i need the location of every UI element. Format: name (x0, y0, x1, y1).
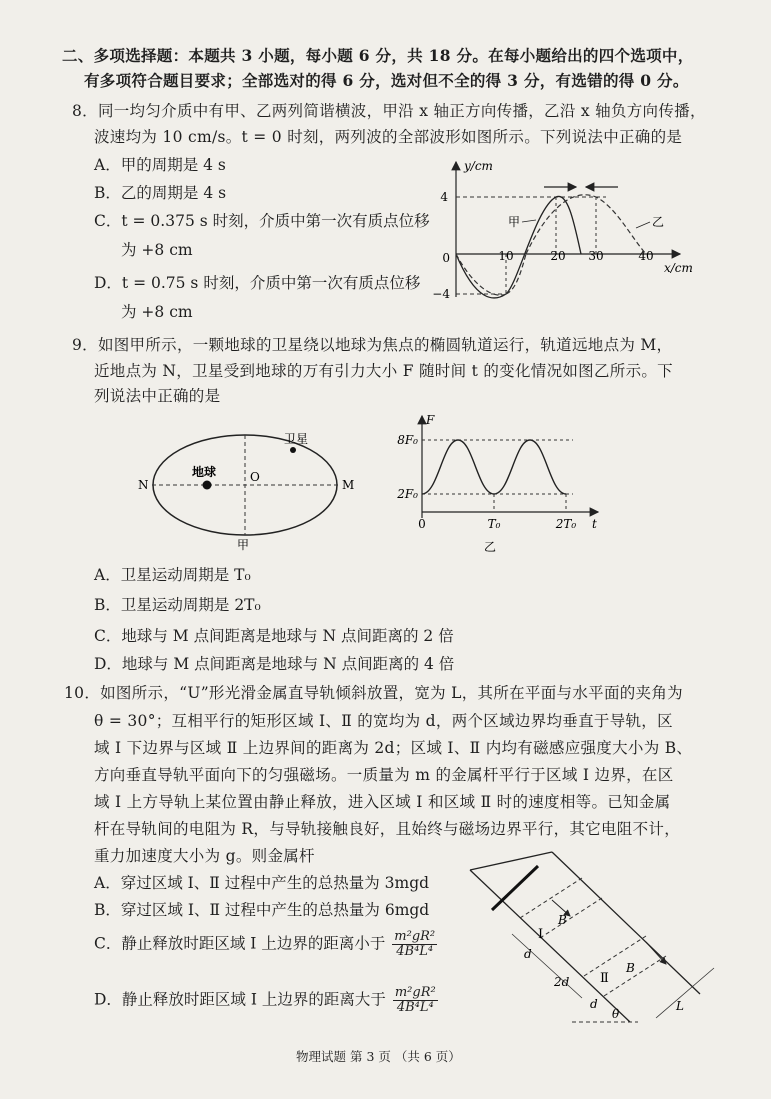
q8-wave-figure (432, 152, 696, 312)
q10-rail-figure (462, 848, 722, 1030)
earth-dot (203, 481, 212, 490)
q10-option-d (94, 986, 438, 1015)
x-tick-10: 10 (498, 249, 514, 263)
d-label-2: d (590, 997, 598, 1011)
q10-stem-line6: 杆在导轨间的电阻为 R，与导轨接触良好，且始终与磁场边界平行，其它电阻不计， (94, 820, 680, 838)
q9-force-graph (388, 408, 603, 558)
q8-option-b: B．乙的周期是 4 s (94, 184, 227, 202)
q10-option-d-fraction (393, 986, 438, 1015)
q8-stem-line2: 波速均为 10 cm/s。t = 0 时刻，两列波的全部波形如图所示。下列说法中正确的是 (94, 128, 683, 146)
q9-orbit-figure (130, 425, 360, 550)
y-top-label: 8F₀ (397, 433, 418, 447)
q10-stem-line3: 域 Ⅰ 下边界与区域 Ⅱ 上边界间的距离为 2d；区域 Ⅰ、Ⅱ 内均有磁感应强度大小为 B、 (94, 739, 693, 757)
q9-stem-line3: 列说法中正确的是 (94, 387, 221, 405)
t0-label: T₀ (487, 517, 501, 531)
2d-label: 2d (554, 975, 570, 989)
q9-stem-line1: 9．如图甲所示，一颗地球的卫星绕以地球为焦点的椭圆轨道运行，轨道远地点为 M， (72, 336, 673, 354)
fig-b-caption: 乙 (484, 540, 497, 554)
point-n-label: N (138, 478, 149, 492)
q8-option-d-cont: 为 +8 cm (121, 303, 193, 321)
page-footer: 物理试题 第 3 页 （共 6 页） (296, 1049, 461, 1064)
q9-option-b: B．卫星运动周期是 2T₀ (94, 596, 261, 614)
q8-option-c: C．t = 0.375 s 时刻，介质中第一次有质点位移 (94, 212, 430, 230)
earth-label: 地球 (192, 465, 217, 479)
y-tick-4: 4 (440, 190, 448, 204)
q10-stem-line5: 域 Ⅰ 上方导轨上某位置由静止释放，进入区域 Ⅰ 和区域 Ⅱ 时的速度相等。已知金属 (94, 793, 671, 811)
b-label-region1: B (558, 913, 567, 927)
q10-stem-line2: θ = 30°；互相平行的矩形区域 Ⅰ、Ⅱ 的宽均为 d，两个区域边界均垂直于导轨，区 (94, 712, 673, 730)
q10-option-b: B．穿过区域 Ⅰ、Ⅱ 过程中产生的总热量为 6mgd (94, 901, 430, 919)
wave-b (456, 195, 646, 295)
t-axis-label: t (592, 517, 597, 531)
d-label-1: d (524, 947, 532, 961)
force-curve (422, 440, 566, 494)
x-axis-label: x/cm (664, 261, 693, 275)
q10-stem-line7: 重力加速度大小为 g。则金属杆 (94, 847, 315, 865)
wave-a (456, 196, 581, 298)
metal-rod (492, 866, 538, 910)
section-heading-line2: 有多项符合题目要求；全部选对的得 6 分，选对但不全的得 3 分，有选错的得 0 分。 (84, 71, 689, 90)
fraction-numerator: m²gR² (394, 929, 436, 944)
q8-option-c-cont: 为 +8 cm (121, 241, 193, 259)
origin-label: 0 (418, 517, 426, 531)
region2-label: Ⅱ (600, 971, 609, 986)
q9-option-d: D．地球与 M 点间距离是地球与 N 点间距离的 4 倍 (94, 655, 455, 673)
x-tick-0: 0 (442, 251, 450, 265)
q10-stem-line4: 方向垂直导轨平面向下的匀强磁场。一质量为 m 的金属杆平行于区域 Ⅰ 边界，在区 (94, 766, 674, 784)
satellite-dot (290, 447, 296, 453)
q8-option-d: D．t = 0.75 s 时刻，介质中第一次有质点位移 (94, 274, 421, 292)
x-tick-30: 30 (588, 249, 604, 263)
fraction-numerator: m²gR² (394, 985, 436, 1000)
q9-option-a: A．卫星运动周期是 T₀ (94, 566, 251, 584)
y-tick-neg4: −4 (432, 287, 450, 301)
q9-stem-line2: 近地点为 N，卫星受到地球的万有引力大小 F 随时间 t 的变化情况如图乙所示。下 (94, 362, 673, 380)
q9-option-c: C．地球与 M 点间距离是地球与 N 点间距离的 2 倍 (94, 627, 454, 645)
q10-option-c-fraction (392, 930, 437, 959)
satellite-label: 卫星 (284, 432, 309, 446)
x-tick-20: 20 (550, 249, 566, 263)
fraction-denominator: 4B⁴L⁴ (396, 944, 434, 959)
fraction-denominator: 4B⁴L⁴ (396, 1000, 434, 1015)
point-m-label: M (342, 478, 355, 492)
wave-a-label: 甲 (508, 215, 521, 229)
region1-label: Ⅰ (538, 927, 544, 942)
x-tick-40: 40 (638, 249, 654, 263)
rail-left (470, 870, 630, 1022)
q10-stem-line1: 10．如图所示，“U”形光滑金属直导轨倾斜放置，宽为 L，其所在平面与水平面的夹角为 (64, 684, 683, 702)
q10-option-d-text: D．静止释放时距区域 Ⅰ 上边界的距离大于 (94, 990, 386, 1009)
fig-a-caption: 甲 (237, 538, 250, 552)
f-axis-label: F (426, 413, 435, 427)
y-low-label: 2F₀ (397, 487, 418, 501)
wave-b-label: 乙 (652, 215, 665, 229)
q8-stem-line1: 8．同一均匀介质中有甲、乙两列简谐横波，甲沿 x 轴正方向传播，乙沿 x 轴负方向传播， (72, 102, 706, 120)
center-label: O (250, 470, 260, 484)
section-heading-line1: 二、多项选择题：本题共 3 小题，每小题 6 分，共 18 分。在每小题给出的四个选项中， (62, 46, 694, 65)
2t0-label: 2T₀ (555, 517, 577, 531)
q8-option-a: A．甲的周期是 4 s (94, 156, 226, 174)
y-axis-label: y/cm (464, 159, 493, 173)
q10-option-a: A．穿过区域 Ⅰ、Ⅱ 过程中产生的总热量为 3mgd (94, 874, 430, 892)
q10-option-c (94, 930, 437, 959)
b-label-region2: B (626, 961, 635, 975)
theta-label: θ (612, 1007, 620, 1021)
l-label: L (676, 999, 684, 1013)
q10-option-c-text: C．静止释放时距区域 Ⅰ 上边界的距离小于 (94, 934, 386, 953)
